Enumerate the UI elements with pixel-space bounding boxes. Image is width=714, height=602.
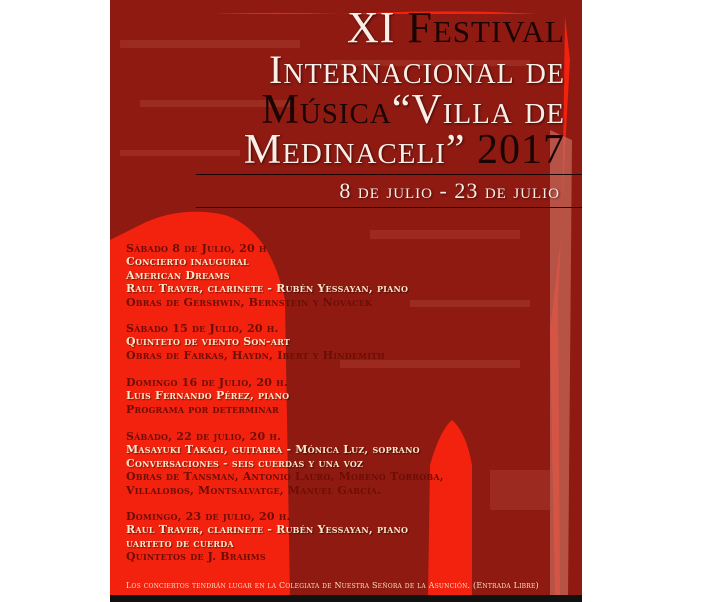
- title-year: 2017: [477, 127, 565, 173]
- event-2: [126, 322, 385, 362]
- event-works: Villalobos, Montsalvatge, Manuel García.: [126, 483, 382, 497]
- title-villa-de: “Villa de: [391, 87, 565, 133]
- event-line: Raul Traver, clarinete - Rubén Yessayan, piano: [126, 282, 409, 296]
- event-line: Conversaciones - seis cuerdas y una voz: [126, 456, 364, 470]
- festival-poster: [110, 0, 582, 597]
- event-line: Concierto inaugural: [126, 255, 249, 269]
- title-edition: XI: [346, 3, 396, 52]
- title-line-3: [261, 89, 565, 131]
- event-works: Obras de Farkas, Haydn, Ibert y Hindemith: [126, 348, 386, 362]
- title-medinaceli: Medinaceli”: [243, 127, 466, 173]
- title-line-4: [244, 129, 565, 171]
- divider-top: [196, 174, 582, 175]
- event-date: Domingo 16 de Julio, 20 h.: [126, 376, 288, 389]
- event-line: uarteto de cuerda: [126, 536, 234, 550]
- title-line-2: [269, 47, 565, 92]
- event-3: [126, 376, 289, 416]
- event-1: [126, 242, 408, 309]
- title-de: de: [525, 47, 565, 92]
- event-line: American Dreams: [126, 268, 230, 282]
- title-musica: Música: [261, 87, 392, 133]
- event-line: Quinteto de viento Son-art: [126, 335, 291, 349]
- event-line: Masayuki Takagi, guitarra - Mónica Luz, soprano: [126, 443, 420, 457]
- event-date: Sábado 8 de Julio, 20 h: [126, 242, 267, 255]
- title-festival: Festival: [407, 3, 565, 52]
- event-date: Sábado 15 de Julio, 20 h.: [126, 322, 279, 335]
- title-line-1: [346, 3, 565, 52]
- venue-note: Los conciertos tendrán lugar en la Colegiata de Nuestra Señora de la Asunción. (Entrada Libre): [126, 581, 539, 590]
- festival-dates: 8 de julio - 23 de julio: [339, 178, 560, 203]
- event-line: Luis Fernando Pérez, piano: [126, 389, 290, 403]
- divider-bottom: [196, 207, 582, 208]
- title-internacional: Internacional: [269, 47, 515, 92]
- event-works: Obras de Tansman, Antonio Lauro, Moreno Torroba,: [126, 470, 444, 484]
- event-date: Sábado, 22 de julio, 20 h.: [126, 430, 282, 443]
- event-works: Obras de Gershwin, Bernstein y Novacek: [126, 295, 373, 309]
- event-4: [126, 430, 444, 497]
- event-works: Quintetos de J. Brahms: [126, 550, 266, 564]
- event-5: [126, 510, 408, 564]
- event-line: Raul Traver, clarinete - Rubén Yessayan, piano: [126, 523, 409, 537]
- event-works: Programa por determinar: [126, 402, 280, 416]
- poster-bottom-bar: [110, 595, 582, 602]
- event-date: Domingo, 23 de julio, 20 h.: [126, 510, 291, 523]
